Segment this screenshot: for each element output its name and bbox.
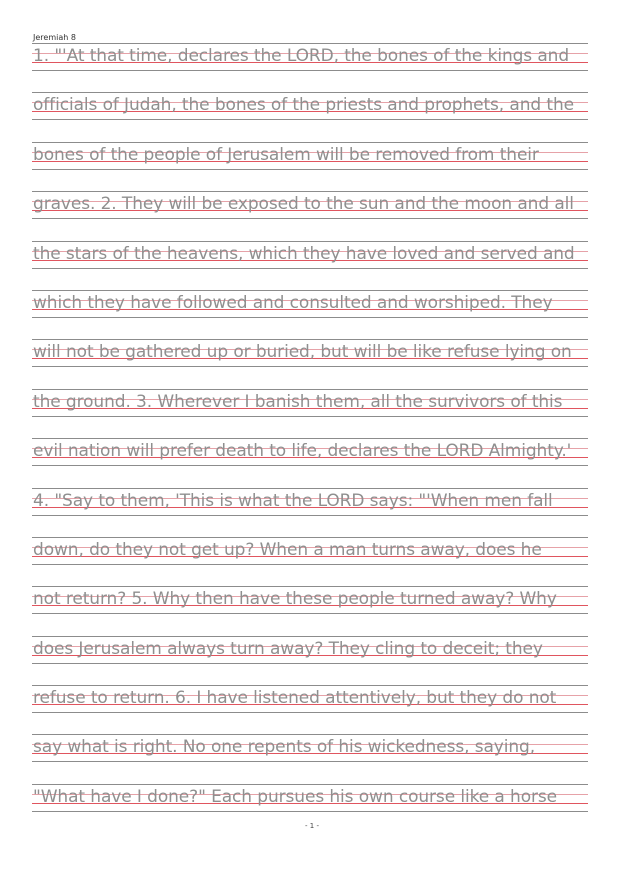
rule-top (32, 784, 588, 785)
handwriting-row (32, 43, 588, 92)
handwriting-row (32, 438, 588, 487)
handwriting-row (32, 586, 588, 635)
page-header: Jeremiah 8 (33, 33, 76, 42)
rule-top (32, 43, 588, 44)
rule-top (32, 586, 588, 587)
rule-bottom (32, 761, 588, 762)
handwriting-row (32, 142, 588, 191)
rule-top (32, 191, 588, 192)
trace-text: graves. 2. They will be exposed to the sun and the moon and all (33, 194, 574, 215)
rule-bottom (32, 515, 588, 516)
trace-text: evil nation will prefer death to life, declares the LORD Almighty.' (33, 441, 572, 462)
rule-bottom (32, 811, 588, 812)
trace-text: 1. "'At that time, declares the LORD, the bones of the kings and (33, 46, 570, 66)
rule-bottom (32, 465, 588, 466)
rule-bottom (32, 169, 588, 170)
rule-top (32, 734, 588, 735)
trace-text: the stars of the heavens, which they have loved and served and (33, 243, 575, 264)
rule-top (32, 389, 588, 390)
rule-top (32, 537, 588, 538)
rule-bottom (32, 613, 588, 614)
rule-top (32, 339, 588, 340)
rule-top (32, 685, 588, 686)
rule-bottom (32, 70, 588, 71)
rule-bottom (32, 416, 588, 417)
handwriting-row (32, 537, 588, 586)
trace-text: refuse to return. 6. I have listened attentively, but they do not (33, 688, 557, 709)
trace-text: the ground. 3. Wherever I banish them, all the survivors of this (33, 391, 563, 412)
handwriting-row (32, 191, 588, 240)
rule-bottom (32, 564, 588, 565)
rule-top (32, 92, 588, 93)
rule-top (32, 438, 588, 439)
trace-text: will not be gathered up or buried, but will be like refuse lying on (33, 342, 572, 363)
rule-top (32, 636, 588, 637)
trace-text: bones of the people of Jerusalem will be removed from their (33, 144, 539, 165)
handwriting-row (32, 636, 588, 685)
trace-text: "What have I done?" Each pursues his own course like a horse (33, 786, 558, 807)
page-number: - 1 - (305, 822, 319, 830)
trace-text: does Jerusalem always turn away? They cling to deceit; they (33, 638, 543, 659)
handwriting-row (32, 339, 588, 388)
handwriting-row (32, 734, 588, 783)
trace-text: down, do they not get up? When a man turns away, does he (33, 539, 542, 560)
rule-bottom (32, 712, 588, 713)
rule-bottom (32, 218, 588, 219)
handwriting-row (32, 241, 588, 290)
handwriting-row (32, 92, 588, 141)
handwriting-row (32, 685, 588, 734)
handwriting-lines (32, 43, 588, 833)
rule-bottom (32, 119, 588, 120)
handwriting-row (32, 290, 588, 339)
rule-bottom (32, 268, 588, 269)
trace-text: officials of Judah, the bones of the priests and prophets, and the (33, 95, 574, 116)
rule-bottom (32, 663, 588, 664)
rule-top (32, 142, 588, 143)
rule-bottom (32, 317, 588, 318)
rule-top (32, 488, 588, 489)
rule-top (32, 241, 588, 242)
rule-top (32, 290, 588, 291)
rule-bottom (32, 366, 588, 367)
handwriting-row (32, 389, 588, 438)
trace-text: say what is right. No one repents of his wickedness, saying, (33, 737, 536, 758)
trace-text: not return? 5. Why then have these people turned away? Why (33, 589, 557, 610)
trace-text: 4. "Say to them, 'This is what the LORD says: "'When men fall (33, 490, 553, 511)
handwriting-row (32, 488, 588, 537)
trace-text: which they have followed and consulted and worshiped. They (33, 292, 553, 313)
